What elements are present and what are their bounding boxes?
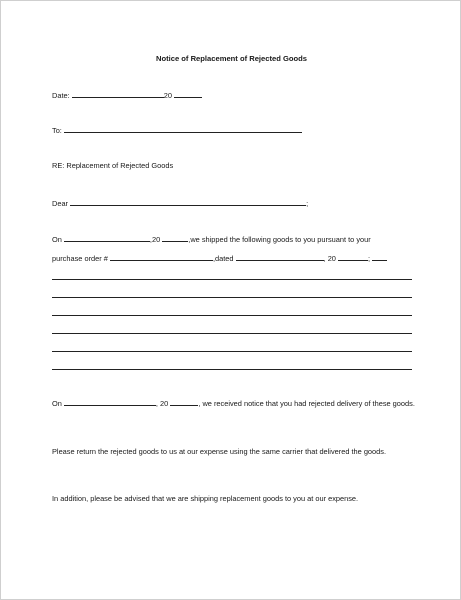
shipped-line: On ,20 ,we shipped the following goods to you pursuant to your — [52, 235, 371, 244]
notice-year-prefix: 20 — [160, 399, 169, 408]
goods-list-line[interactable] — [52, 369, 412, 370]
po-number-blank[interactable] — [110, 253, 213, 261]
shipped-date-blank[interactable] — [64, 234, 150, 242]
notice-date-blank[interactable] — [64, 398, 156, 406]
notice-on-label: On — [52, 399, 62, 408]
po-date-blank[interactable] — [236, 253, 324, 261]
to-line — [52, 125, 302, 135]
goods-list-line[interactable] — [52, 297, 412, 298]
po-label: purchase order # — [52, 254, 108, 263]
year-prefix: 20 — [163, 91, 172, 100]
return-paragraph: Please return the rejected goods to us at our expense using the same carrier that delivered the goods. — [52, 447, 387, 456]
dear-label: Dear — [52, 199, 69, 208]
notice-paragraph: On , 20 , we received notice that you had rejected delivery of these goods. — [52, 399, 415, 408]
po-year-prefix: 20 — [327, 254, 336, 263]
shipped-year-prefix: 20 — [151, 235, 161, 244]
date-label: Date: — [52, 91, 70, 100]
shipped-year-blank[interactable] — [162, 234, 188, 242]
goods-list-line[interactable] — [52, 333, 412, 334]
dear-blank[interactable] — [70, 198, 309, 208]
year-blank[interactable] — [174, 90, 202, 98]
po-extra-blank[interactable] — [372, 253, 387, 261]
notice-text: we received notice that you had rejected delivery of these goods. — [202, 399, 415, 408]
goods-list-line[interactable] — [52, 351, 412, 352]
notice-year-blank[interactable] — [170, 398, 198, 406]
shipped-on-label: On — [52, 235, 62, 244]
po-year-blank[interactable] — [338, 253, 368, 261]
goods-list-line[interactable] — [52, 279, 412, 280]
re-line: RE: Replacement of Rejected Goods — [52, 161, 174, 170]
document-title: Notice of Replacement of Rejected Goods — [155, 54, 308, 63]
to-blank[interactable] — [64, 125, 302, 133]
dear-end: ; — [306, 199, 309, 208]
purchase-order-line: purchase order # ,dated , 20 ; — [52, 253, 387, 263]
date-blank[interactable] — [72, 90, 164, 98]
shipped-mid-text: we shipped the following goods to you pursuant to your — [190, 235, 371, 244]
date-line — [52, 90, 202, 100]
addition-paragraph: In addition, please be advised that we are shipping replacement goods to you at our expense. — [52, 494, 359, 503]
to-label: To: — [52, 126, 62, 135]
goods-list-line[interactable] — [52, 315, 412, 316]
dear-line — [52, 198, 308, 208]
dated-label: dated — [215, 254, 234, 263]
